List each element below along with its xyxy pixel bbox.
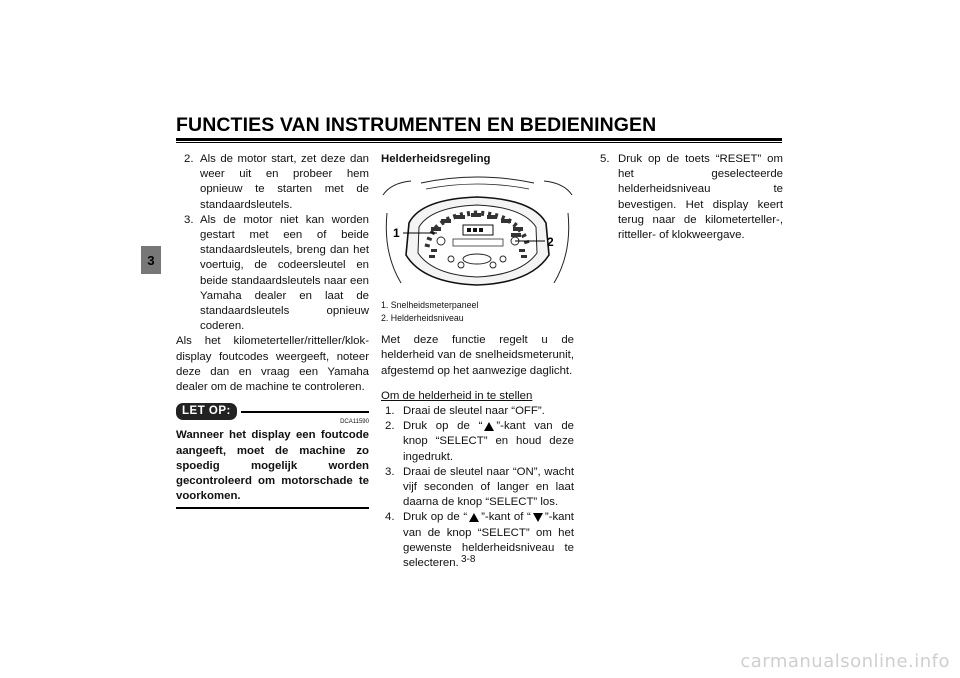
header-rule — [176, 138, 782, 141]
watermark: carmanualsonline.info — [740, 651, 950, 672]
notice-code: DCA11590 — [340, 419, 369, 426]
list-item — [381, 465, 574, 511]
list-item — [176, 213, 369, 335]
column-2 — [381, 152, 574, 571]
list-item — [381, 419, 574, 465]
section-heading: Helderheidsregeling — [381, 153, 491, 165]
list-item — [596, 152, 783, 243]
list-number: 4. — [385, 511, 395, 524]
column-3 — [596, 152, 783, 243]
list-item — [176, 152, 369, 213]
triangle-down-icon — [533, 513, 543, 522]
list-text — [403, 419, 574, 465]
procedure-subheading: Om de helderheid in te stellen — [381, 389, 533, 402]
caption-1: 1. Snelheidsmeterpaneel — [381, 300, 479, 311]
speedometer-illustration — [381, 173, 574, 293]
page-number: 3-8 — [461, 554, 476, 565]
notice-text: Wanneer het display een foutcode aangeeft, moet de machine zo spoedig mogelijk worden gecontroleerd om motorschade te voorkomen. — [176, 429, 369, 503]
notice-label: LET OP: — [176, 403, 237, 420]
list-text: Draai de sleutel naar “ON”, wacht vijf seconden of langer en laat daarna de knop “SELECT” los. — [403, 465, 574, 509]
column-1 — [176, 152, 369, 509]
list-number: 5. — [600, 153, 610, 165]
list-text: Draai de sleutel naar “OFF”. — [403, 405, 545, 418]
brightness-paragraph: Met deze functie regelt u de helderheid van de snelheidsmeterunit, afgestemd op het aanwezige daglicht. — [381, 334, 574, 377]
triangle-up-icon — [484, 422, 494, 431]
list-text: Als de motor start, zet deze dan weer uit en probeer hem opnieuw te starten met de standaardsleutels. — [200, 153, 369, 211]
list-text: Druk op de toets “RESET” om het geselecteerde helderheidsniveau te bevestigen. Het display keert terug naar de kilometerteller-, ritteller- of klokweergave. — [618, 153, 783, 242]
error-code-paragraph: Als het kilometerteller/ritteller/klok-display foutcodes weergeeft, noteer deze dan en vraag een Yamaha dealer om de machine te controleren. — [176, 335, 369, 394]
list-item — [381, 404, 574, 419]
text-part: Druk op de “ — [403, 511, 468, 524]
caption-2: 2. Helderheidsniveau — [381, 313, 464, 324]
text-part: ”-kant of “ — [481, 511, 531, 524]
list-number: 1. — [385, 405, 395, 418]
notice-rule — [241, 411, 369, 413]
list-number: 3. — [385, 465, 395, 478]
list-number: 3. — [184, 213, 194, 226]
chapter-tab: 3 — [141, 246, 161, 274]
list-item — [381, 510, 574, 571]
list-number: 2. — [385, 420, 395, 433]
text-part: ”-kant van de knop “SELECT” en houd deze ingedrukt. — [403, 420, 574, 463]
speedometer-figure — [381, 173, 574, 293]
page-title: FUNCTIES VAN INSTRUMENTEN EN BEDIENINGEN — [176, 114, 657, 136]
list-text: Als de motor niet kan worden gestart met een of beide standaardsleutels, breng dan het voertuig, de codeersleutel en beide standaardsleutels naar een Yamaha dealer en laat de standaardsleutels opnieuw coderen. — [200, 213, 369, 333]
text-part: ”-kant van de knop “SELECT” om het gewenste helderheidsniveau te selecteren. — [403, 511, 574, 570]
text-part: Druk op de “ — [403, 420, 483, 433]
header-rule-thin — [176, 142, 782, 143]
list-number: 2. — [184, 153, 194, 165]
notice-bottom-rule — [176, 507, 369, 509]
callout-1: 1 — [393, 226, 400, 241]
callout-2: 2 — [547, 235, 554, 250]
list-text — [403, 510, 574, 571]
triangle-up-icon — [469, 513, 479, 522]
